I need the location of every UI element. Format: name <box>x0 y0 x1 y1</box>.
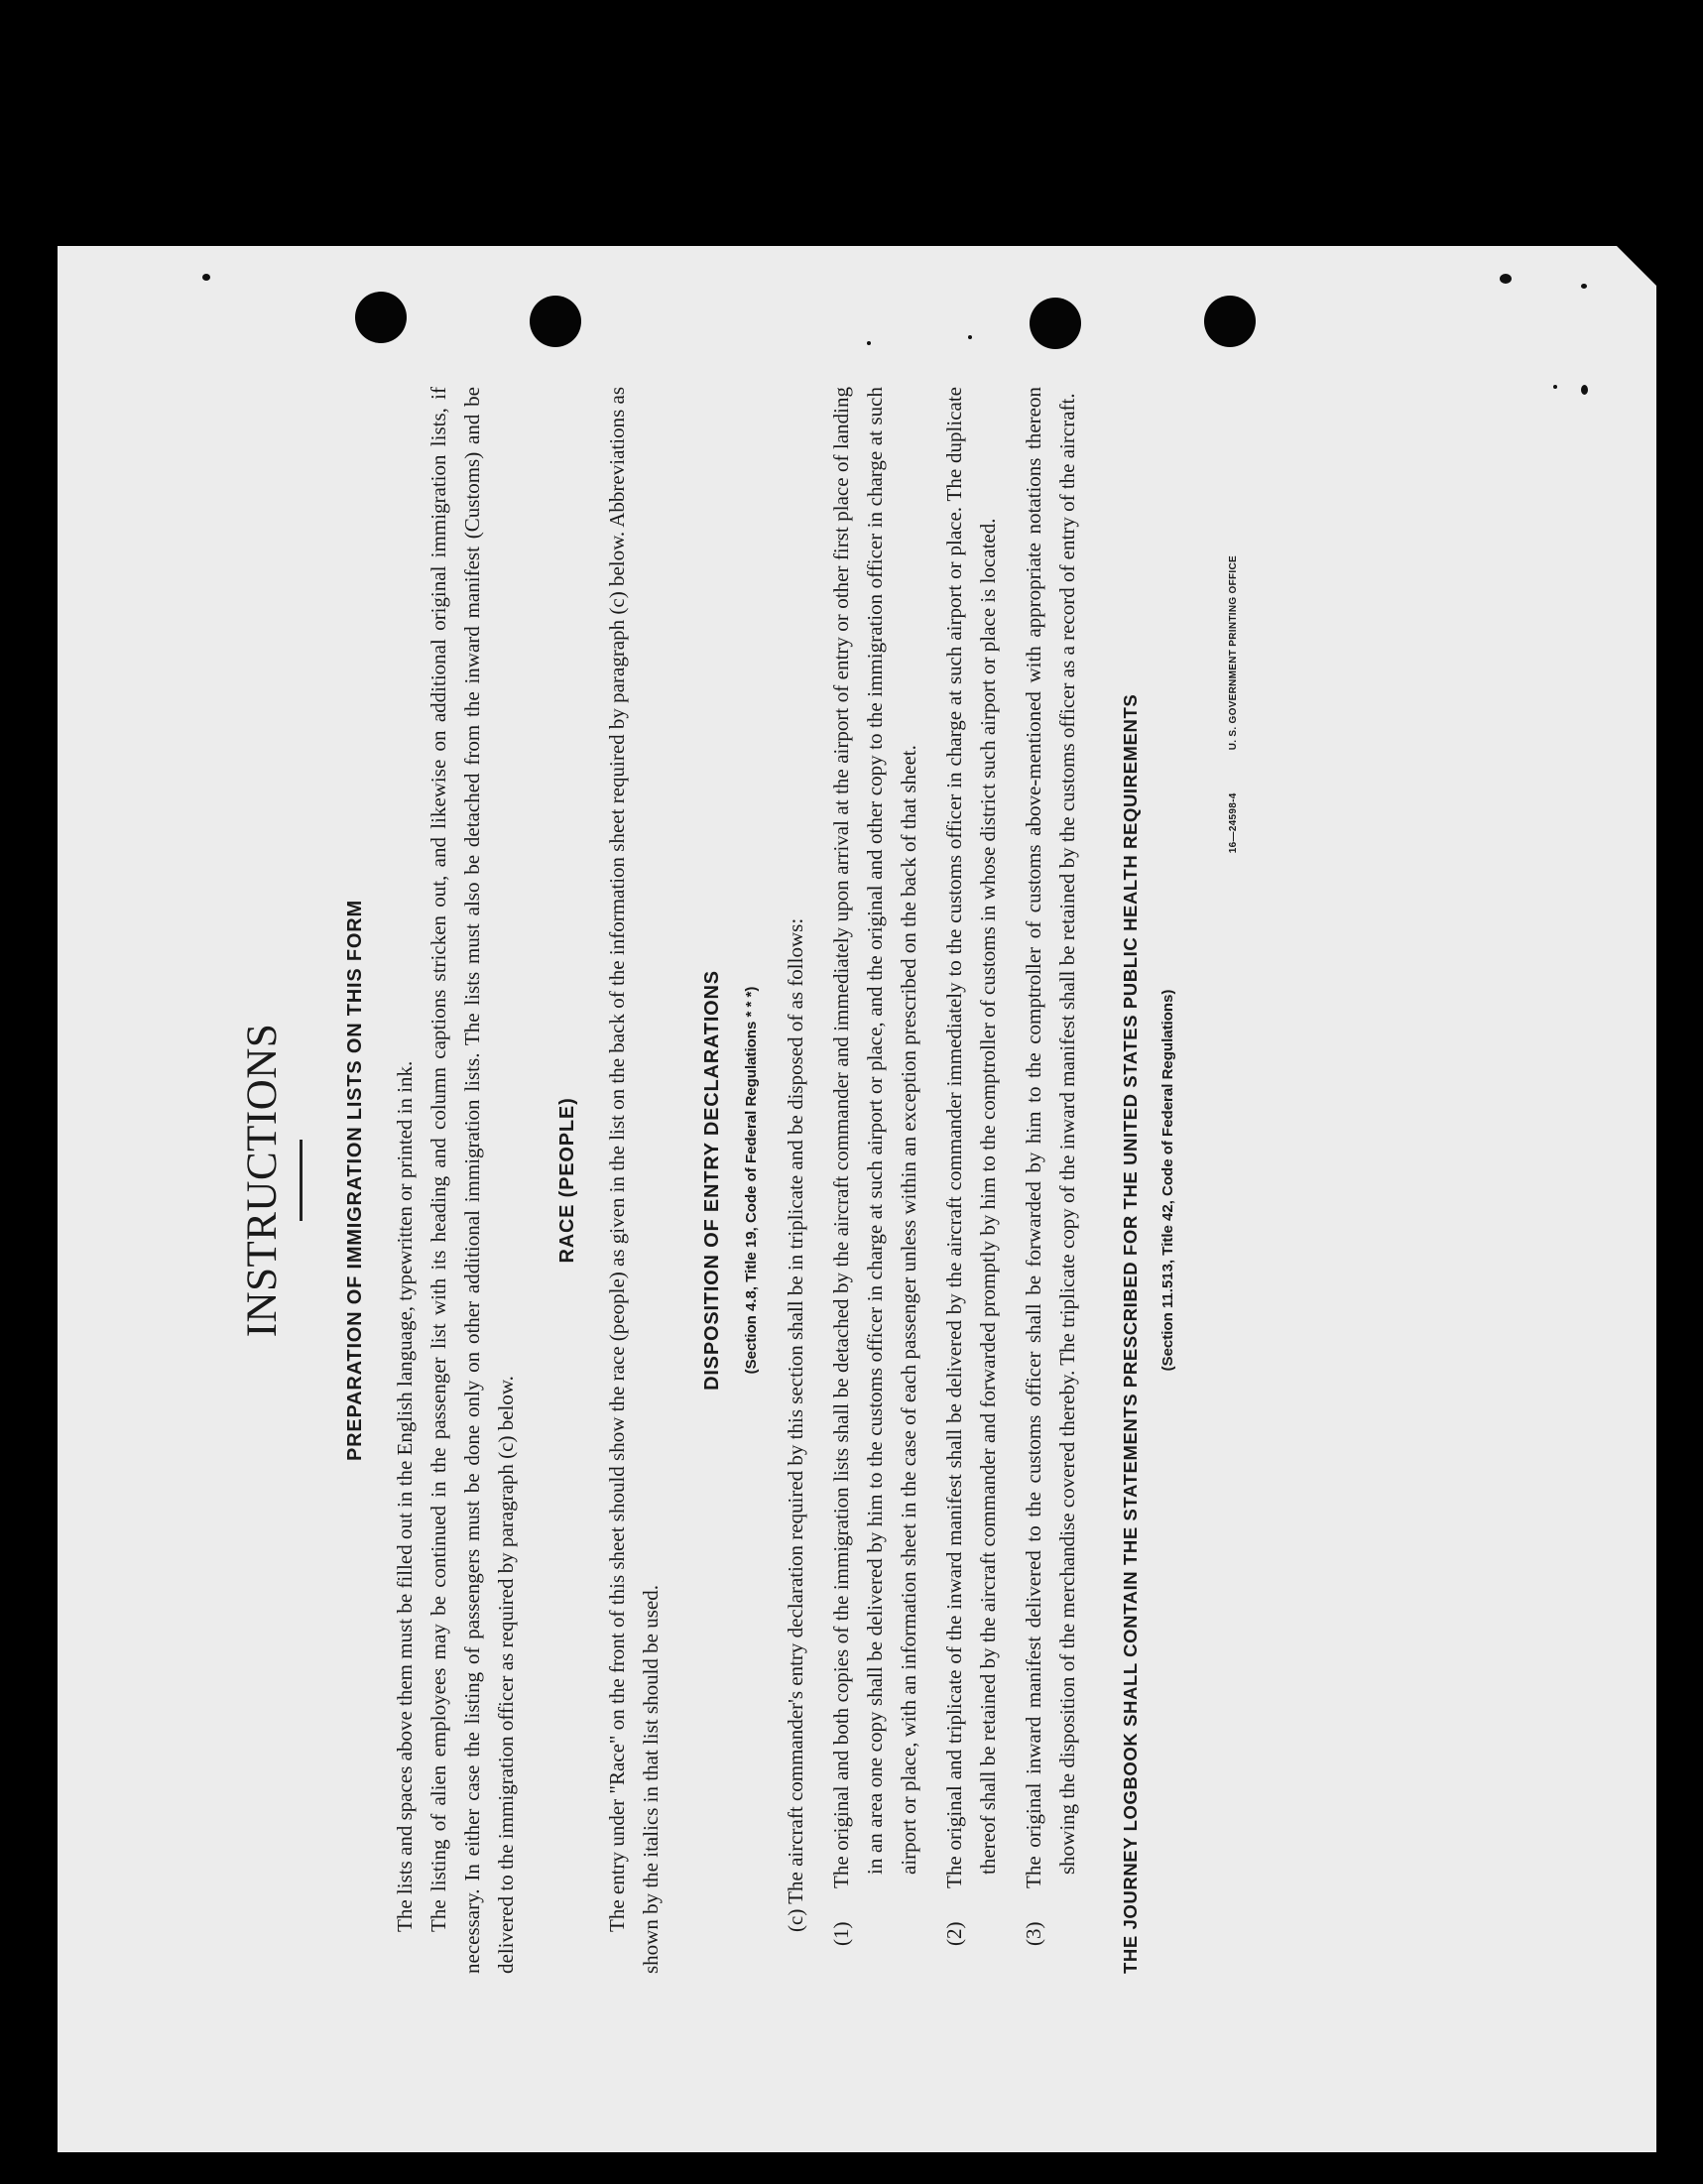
speck <box>1500 274 1512 284</box>
title-underline <box>300 1140 303 1221</box>
speck <box>968 335 972 339</box>
list-item <box>1017 387 1084 1974</box>
preparation-paragraph-2: The listing of alien employees may be continued in the passenger list with its heading and column captions stricken out, and likewise on additional original immigration lists, if necessary. In either case the listing of passengers must be done only on other additional immigration lists. The lists must also be detached from the inward manifest (Customs) and be delivered to the immigration officer as required by paragraph (c) below. <box>426 387 518 1974</box>
punch-hole <box>355 292 407 343</box>
list-item-number: (2) <box>942 1921 966 1946</box>
clause-text: The aircraft commander's entry declaration required by this section shall be in triplicate and be disposed of as follows: <box>784 917 807 1904</box>
list-item-number: (1) <box>829 1921 853 1946</box>
logbook-requirement-citation: (Section 11.513, Title 42, Code of Federal Regulations) <box>1159 989 1176 1372</box>
speck <box>1581 284 1587 289</box>
list-item-text: The original and triplicate of the inward manifest shall be delivered by the aircraft commander immediately to the customs officer in charge at such airport or place. The duplicate thereof shall be retained by the aircraft commander and forwarded promptly by him to the comptroller of customs in whose district such airport or place is located. <box>942 387 1000 1888</box>
logbook-requirement-heading: THE JOURNEY LOGBOOK SHALL CONTAIN THE STATEMENTS PRESCRIBED FOR THE UNITED STATES PUBLIC HEALTH REQUIREMENTS <box>1120 693 1141 1974</box>
printer-imprint <box>1217 555 1251 1974</box>
speck <box>1581 385 1588 395</box>
instructions-text-block <box>238 387 1359 1974</box>
clause-label: (c) <box>784 1908 807 1932</box>
list-item-text: The original and both copies of the immigration lists shall be detached by the aircraft commander and immediately upon arrival at the airport of entry or other first place of landing in an area one copy shall be delivered by him to the customs officer in charge at such airport or place, and the original and other copy to the immigration officer in charge at such airport or place, with an information sheet in the case of each passenger unless within an exception prescribed on the back of that sheet. <box>829 387 920 1888</box>
form-number: 16—24598-4 <box>1228 792 1239 854</box>
page-title: INSTRUCTIONS <box>239 1023 286 1338</box>
list-item-text: The original inward manifest delivered to the customs officer shall be forwarded by him to the comptroller of customs above-mentioned with appropriate notations thereon showing the disposition of the merchandise covered thereby. The triplicate copy of the inward manifest shall be retained by the customs officer as a record of entry of the aircraft. <box>1022 387 1079 1888</box>
printer-name: U. S. GOVERNMENT PRINTING OFFICE <box>1228 555 1239 751</box>
folded-corner <box>1617 246 1656 286</box>
punch-hole <box>1204 296 1256 347</box>
speck <box>202 274 210 281</box>
disposition-citation: (Section 4.8, Title 19, Code of Federal Regulations * * *) <box>743 986 760 1375</box>
clause-c <box>779 387 812 1974</box>
disposition-heading: DISPOSITION OF ENTRY DECLARATIONS <box>701 970 723 1391</box>
race-paragraph: The entry under "Race" on the front of this sheet should show the race (people) as given in the list on the back of the information sheet required by paragraph (c) below. Abbreviations as shown by the italics in that list should be used. <box>605 387 663 1974</box>
preparation-heading: PREPARATION OF IMMIGRATION LISTS ON THIS FORM <box>344 900 366 1461</box>
list-item-number: (3) <box>1022 1921 1045 1946</box>
punch-hole <box>530 296 581 347</box>
punch-hole <box>1030 298 1081 349</box>
list-item <box>937 387 1005 1974</box>
speck <box>1553 385 1557 389</box>
race-heading: RACE (PEOPLE) <box>556 1097 578 1264</box>
speck <box>867 341 871 345</box>
preparation-paragraph-1: The lists and spaces above them must be filled out in the English language, typewritten or printed in ink. <box>393 1060 417 1932</box>
list-item <box>824 387 925 1974</box>
